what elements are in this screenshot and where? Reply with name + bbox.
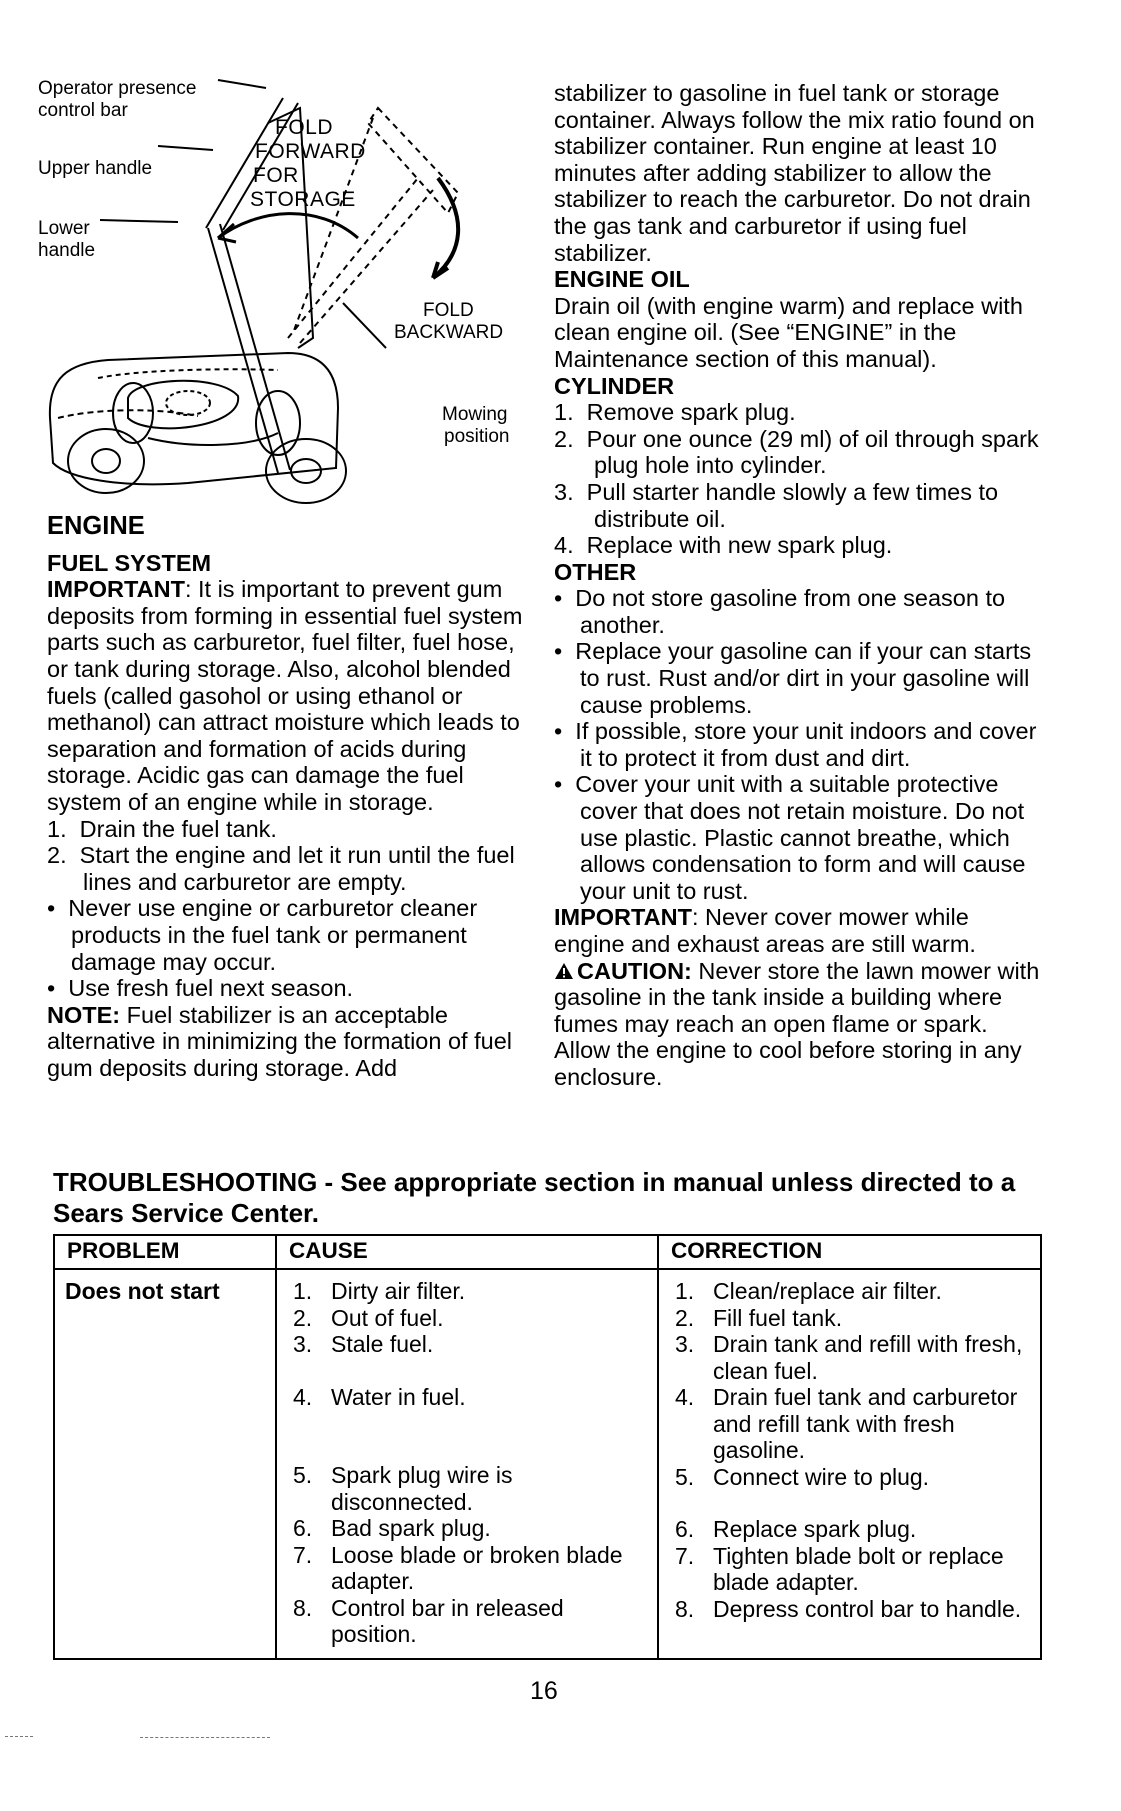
label-fold-forward-3: FOR — [253, 164, 299, 187]
caution-paragraph — [554, 958, 1044, 1091]
fuel-important-paragraph — [47, 576, 537, 815]
note-text: Fuel stabilizer is an acceptable alternative in minimizing the formation of fuel gum deposits during storage. Add — [47, 1001, 512, 1081]
other-bullet-3: • If possible, store your unit indoors and cover it to protect it from dust and dirt. — [554, 718, 1037, 771]
note-label: NOTE: — [47, 1001, 121, 1028]
label-fold-backward-1: FOLD — [423, 300, 474, 321]
correction-item: 5. Connect wire to plug. — [675, 1463, 930, 1490]
caution-text: Never store the lawn mower with gasoline in the tank inside a building where fumes may reach an open flame or spark. Allow the engine to cool before storing in any enclosure. — [554, 957, 1040, 1090]
cause-cell — [276, 1269, 658, 1659]
label-fold-forward-2: FORWARD — [255, 140, 366, 163]
label-position: position — [444, 426, 510, 447]
label-mowing: Mowing — [442, 404, 508, 425]
correction-item: 2. Fill fuel tank. — [675, 1304, 843, 1331]
correction-item: 7. Tighten blade bolt or replace blade adapter. — [675, 1542, 1004, 1595]
cylinder-step-3: 3. Pull starter handle slowly a few times to distribute oil. — [554, 478, 999, 532]
cylinder-step-2: 2. Pour one ounce (29 ml) of oil through spark plug hole into cylinder. — [554, 425, 1039, 479]
correction-cell — [658, 1269, 1041, 1659]
label-fold-forward-1: FOLD — [275, 116, 334, 139]
cause-item: 6. Bad spark plug. — [293, 1515, 491, 1541]
other-heading: OTHER — [554, 558, 637, 585]
engine-heading: ENGINE — [47, 512, 145, 540]
label-lower: Lower — [38, 218, 90, 239]
caution-label: CAUTION: — [577, 957, 692, 984]
fuel-bullet-1: • Never use engine or carburetor cleaner products in the fuel tank or permanent damage may occur. — [47, 895, 478, 975]
right-column — [554, 80, 1044, 1091]
important-label: IMPORTANT — [554, 904, 692, 931]
troubleshooting-table — [53, 1234, 1042, 1660]
header-problem: PROBLEM — [54, 1235, 276, 1269]
storage-important-paragraph — [554, 904, 1044, 957]
cause-item: 1. Dirty air filter. — [293, 1278, 466, 1304]
important-text: : It is important to prevent gum deposits from forming in essential fuel system parts such as carburetor, fuel filter, fuel hose, or tank during storage. Also, alcohol blended fuels (called gasohol or using ethanol or methanol) can attract moisture which leads to separation and formation of acids during storage. Acidic gas can damage the fuel system of an engine while in storage. — [47, 576, 523, 815]
table-header-row — [54, 1235, 1041, 1269]
important-text: : Never cover mower while engine and exhaust areas are still warm. — [554, 904, 976, 957]
correction-item: 1. Clean/replace air filter. — [675, 1278, 942, 1304]
other-bullet-4: • Cover your unit with a suitable protective cover that does not retain moisture. Do not use plastic. Plastic cannot breathe, which allows condensation to form and will cause your unit to rust. — [554, 771, 1026, 904]
label-control-bar: control bar — [38, 100, 128, 121]
correction-item: 4. Drain fuel tank and carburetor and refill tank with fresh gasoline. — [675, 1384, 1018, 1463]
header-correction: CORRECTION — [658, 1235, 1041, 1269]
cause-item: 2. Out of fuel. — [293, 1304, 444, 1331]
problem-cell — [54, 1269, 276, 1659]
label-handle: handle — [38, 240, 96, 261]
mower-handle-diagram — [38, 78, 528, 508]
engine-oil-heading: ENGINE OIL — [554, 266, 690, 293]
troubleshooting-title: TROUBLESHOOTING - See appropriate section in manual unless directed to a Sears Service Center. — [53, 1167, 1016, 1228]
header-cause: CAUSE — [276, 1235, 658, 1269]
stabilizer-paragraph: stabilizer to gasoline in fuel tank or storage container. Always follow the mix ratio found on stabilizer container. Run engine at least 10 minutes after adding stabilizer to allow the stabilizer to reach the carburetor. Do not drain the gas tank and carburetor if using fuel stabilizer. — [554, 80, 1035, 266]
label-operator-presence: Operator presence — [38, 78, 197, 99]
cause-item: 3. Stale fuel. — [293, 1331, 434, 1357]
problem-text: Does not start — [65, 1278, 220, 1304]
label-fold-backward-2: BACKWARD — [394, 322, 504, 343]
cause-item: 7. Loose blade or broken blade adapter. — [293, 1541, 623, 1594]
label-fold-forward-4: STORAGE — [250, 188, 356, 211]
scan-artifact — [140, 1737, 270, 1738]
cylinder-heading: CYLINDER — [554, 372, 675, 399]
other-bullet-2: • Replace your gasoline can if your can starts to rust. Rust and/or dirt in your gasoline will cause problems. — [554, 638, 1032, 718]
correction-item: 8. Depress control bar to handle. — [675, 1595, 1022, 1622]
cause-item: 4. Water in fuel. — [293, 1383, 466, 1410]
note-paragraph — [47, 1002, 537, 1082]
fuel-step-2: 2. Start the engine and let it run until the fuel lines and carburetor are empty. — [47, 842, 515, 895]
page-number: 16 — [530, 1677, 558, 1705]
cause-item: 8. Control bar in released position. — [293, 1594, 564, 1647]
cause-item: 5. Spark plug wire is disconnected. — [293, 1462, 513, 1515]
cylinder-step-1: 1. Remove spark plug. — [554, 399, 796, 426]
scan-artifact — [5, 1736, 33, 1737]
engine-oil-text: Drain oil (with engine warm) and replace with clean engine oil. (See “ENGINE” in the Maintenance section of this manual). — [554, 292, 1023, 372]
correction-item: 6. Replace spark plug. — [675, 1516, 917, 1542]
fuel-system-heading: FUEL SYSTEM — [47, 549, 212, 576]
label-upper-handle: Upper handle — [38, 158, 153, 179]
cylinder-step-4: 4. Replace with new spark plug. — [554, 532, 893, 559]
table-row — [54, 1269, 1041, 1659]
warning-triangle-icon — [554, 962, 574, 980]
fuel-step-1: 1. Drain the fuel tank. — [47, 815, 277, 842]
left-column — [47, 513, 537, 1081]
important-label: IMPORTANT — [47, 576, 185, 603]
other-bullet-1: • Do not store gasoline from one season to another. — [554, 585, 1006, 638]
correction-item: 3. Drain tank and refill with fresh, clean fuel. — [675, 1331, 1023, 1384]
fuel-bullet-2: • Use fresh fuel next season. — [47, 975, 354, 1002]
